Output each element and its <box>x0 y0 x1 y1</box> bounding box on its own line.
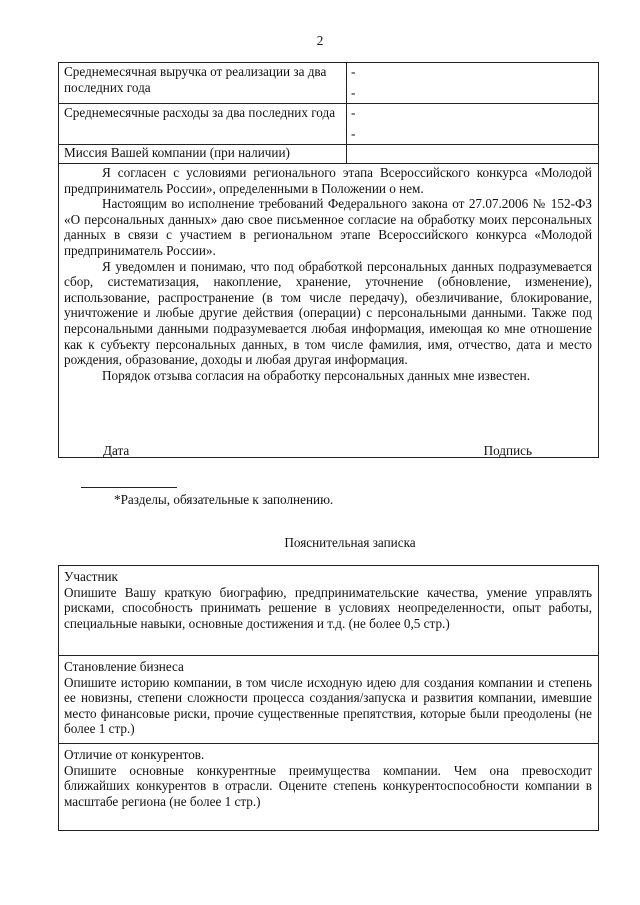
section-participant <box>59 566 598 656</box>
value-dash: - <box>351 126 356 141</box>
consent-text <box>64 165 592 383</box>
column-divider <box>346 63 347 103</box>
consent-paragraph: Я согласен с условиями регионального этапа Всероссийского конкурса «Молодой предприниматель России», определенными в Положении о нем. <box>64 165 592 196</box>
column-divider <box>346 145 347 163</box>
section-description: Опишите Вашу краткую биографию, предпринимательские качества, умение управлять рисками, способность принимать решение в условиях неопределенности, опыт работы, специальные навыки, основные достижения и т.д. (не более 0,5 стр.) <box>64 584 592 631</box>
consent-paragraph: Я уведомлен и понимаю, что под обработкой персональных данных подразумевается сбор, систематизация, накопление, хранение, уточнение (обновление, изменение), использование, распространение (в том числе передачу), обезличивание, блокирование, уничтожение и любые другие действия (операции) с персональными данными. Также под персональными данными подразумевается любая информация, имеющая ко мне отношение как к субъекту персональных данных, в том числе фамилия, имя, отчество, дата и место рождения, образование, доходы и любая другая информация. <box>64 258 592 368</box>
consent-paragraph: Настоящим во исполнение требований Федерального закона от 27.07.2006 № 152-ФЗ «О персональных данных» даю свое письменное согласие на обработку моих персональных данных в связи с участием в региональном этапе Всероссийского конкурса «Молодой предприниматель России». <box>64 196 592 258</box>
footnote: *Разделы, обязательные к заполнению. <box>114 492 334 507</box>
explanatory-note-table <box>58 565 599 831</box>
section-business-formation <box>59 656 598 744</box>
signature-label: Подпись <box>483 443 532 458</box>
value-dash: - <box>351 105 356 120</box>
application-form-table <box>58 62 599 458</box>
row-value-revenue <box>351 64 355 106</box>
section-heading: Становление бизнеса <box>64 659 184 674</box>
table-row <box>59 145 598 164</box>
signature-row <box>103 443 532 459</box>
column-divider <box>346 104 347 144</box>
value-dash: - <box>351 85 356 100</box>
section-description: Опишите основные конкурентные преимущества компании. Чем она превосходит ближайших конкурентов в отрасли. Оцените степень конкурентоспособности компании в масштабе региона (не более 1 стр.) <box>64 762 592 809</box>
section-description: Опишите историю компании, в том числе исходную идею для создания компании и степень ее новизны, степени сложности процесса создания/запуска и развития компании, имевшие место финансовые риски, прочие существенные препятствия, которые были преодолены (не более 1 стр.) <box>64 674 592 737</box>
footnote-divider <box>81 487 177 488</box>
section-competitors <box>59 744 598 830</box>
section-title: Пояснительная записка <box>284 535 416 550</box>
page-number: 2 <box>316 33 324 48</box>
table-row <box>59 63 598 104</box>
row-label-mission: Миссия Вашей компании (при наличии) <box>64 145 290 160</box>
section-heading: Участник <box>64 569 118 584</box>
row-value-expenses <box>351 105 355 147</box>
value-dash: - <box>351 64 356 79</box>
consent-paragraph: Порядок отзыва согласия на обработку персональных данных мне известен. <box>102 367 531 383</box>
row-label-expenses: Среднемесячные расходы за два последних года <box>64 105 336 120</box>
date-label: Дата <box>103 443 130 458</box>
section-heading: Отличие от конкурентов. <box>64 747 205 762</box>
row-label-revenue: Среднемесячная выручка от реализации за два последних года <box>64 64 327 95</box>
table-row <box>59 104 598 145</box>
